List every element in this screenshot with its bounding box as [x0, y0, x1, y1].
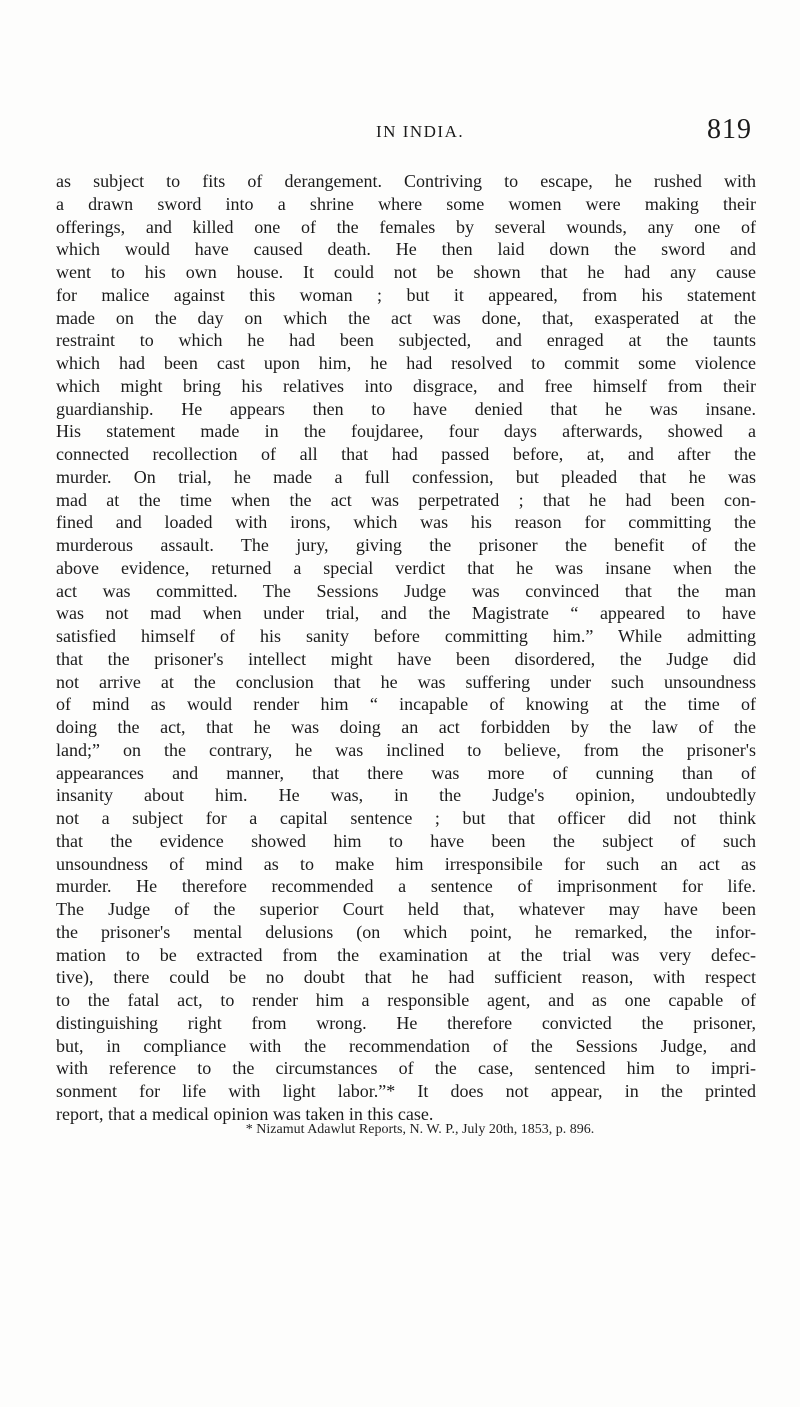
text-line: of mind as would render him “ incapable of knowing at the time of: [56, 694, 756, 715]
text-line: insanity about him. He was, in the Judge's opinion, undoubtedly: [56, 785, 756, 806]
text-line: unsoundness of mind as to make him irresponsibile for such an act as: [56, 853, 756, 874]
text-line: restraint to which he had been subjected, and enraged at the taunts: [56, 330, 756, 351]
text-line: the prisoner's mental delusions (on which point, he remarked, the infor-: [56, 921, 756, 942]
text-line: connected recollection of all that had passed before, at, and after the: [56, 444, 756, 464]
text-line: His statement made in the foujdaree, four days afterwards, showed a: [56, 421, 756, 442]
text-line: sonment for life with light labor.”* It does not appear, in the printed: [56, 1081, 756, 1101]
text-line: which would have caused death. He then laid down the sword and: [56, 239, 756, 260]
text-line: appearances and manner, that there was more of cunning than of: [56, 762, 756, 783]
text-line: that the prisoner's intellect might have been disordered, the Judge did: [56, 648, 756, 669]
text-line: which had been cast upon him, he had resolved to commit some violence: [56, 353, 756, 373]
text-line: above evidence, returned a special verdict that he was insane when the: [56, 557, 756, 578]
text-line: with reference to the circumstances of the case, sentenced him to impri-: [56, 1058, 756, 1079]
text-line: a drawn sword into a shrine where some women were making their: [56, 193, 756, 214]
text-line: murder. He therefore recommended a sentence of imprisonment for life.: [56, 876, 756, 897]
text-line: which might bring his relatives into disgrace, and free himself from their: [56, 375, 756, 396]
text-line: distinguishing right from wrong. He therefore convicted the prisoner,: [56, 1012, 756, 1033]
text-line: offerings, and killed one of the females by several wounds, any one of: [56, 216, 756, 237]
text-line: to the fatal act, to render him a responsible agent, and as one capable of: [56, 990, 756, 1010]
page-number: 819: [707, 114, 752, 145]
text-line: was not mad when under trial, and the Magistrate “ appeared to have: [56, 603, 756, 624]
text-line: guardianship. He appears then to have denied that he was insane.: [56, 398, 756, 419]
text-line: for malice against this woman ; but it appeared, from his statement: [56, 284, 756, 305]
footnote: * Nizamut Adawlut Reports, N. W. P., July 20th, 1853, p. 896.: [245, 1122, 595, 1137]
body-text: [56, 170, 756, 1126]
running-title: IN INDIA.: [376, 122, 465, 141]
text-line: murderous assault. The jury, giving the prisoner the benefit of the: [56, 535, 756, 555]
text-line: tive), there could be no doubt that he had sufficient reason, with respect: [56, 967, 756, 988]
text-line: that the evidence showed him to have been the subject of such: [56, 830, 756, 851]
text-line: not a subject for a capital sentence ; but that officer did not think: [56, 808, 756, 828]
text-line: The Judge of the superior Court held that, whatever may have been: [56, 899, 756, 919]
text-line: murder. On trial, he made a full confession, but pleaded that he was: [56, 466, 756, 487]
text-line: went to his own house. It could not be shown that he had any cause: [56, 262, 756, 282]
text-line: mad at the time when the act was perpetrated ; that he had been con-: [56, 489, 756, 510]
running-head: [56, 114, 752, 154]
text-line: land;” on the contrary, he was inclined to believe, from the prisoner's: [56, 739, 756, 760]
text-line: but, in compliance with the recommendation of the Sessions Judge, and: [56, 1035, 756, 1056]
text-line: doing the act, that he was doing an act forbidden by the law of the: [56, 717, 756, 737]
text-line: report, that a medical opinion was taken in this case.: [56, 1103, 434, 1124]
text-line: act was committed. The Sessions Judge was convinced that the man: [56, 580, 756, 601]
text-line: made on the day on which the act was done, that, exasperated at the: [56, 307, 756, 328]
text-line: fined and loaded with irons, which was his reason for committing the: [56, 512, 756, 533]
text-line: satisfied himself of his sanity before committing him.” While admitting: [56, 626, 756, 646]
text-line: as subject to fits of derangement. Contriving to escape, he rushed with: [56, 171, 756, 191]
text-line: mation to be extracted from the examination at the trial was very defec-: [56, 944, 756, 965]
text-line: not arrive at the conclusion that he was suffering under such unsoundness: [56, 671, 756, 692]
